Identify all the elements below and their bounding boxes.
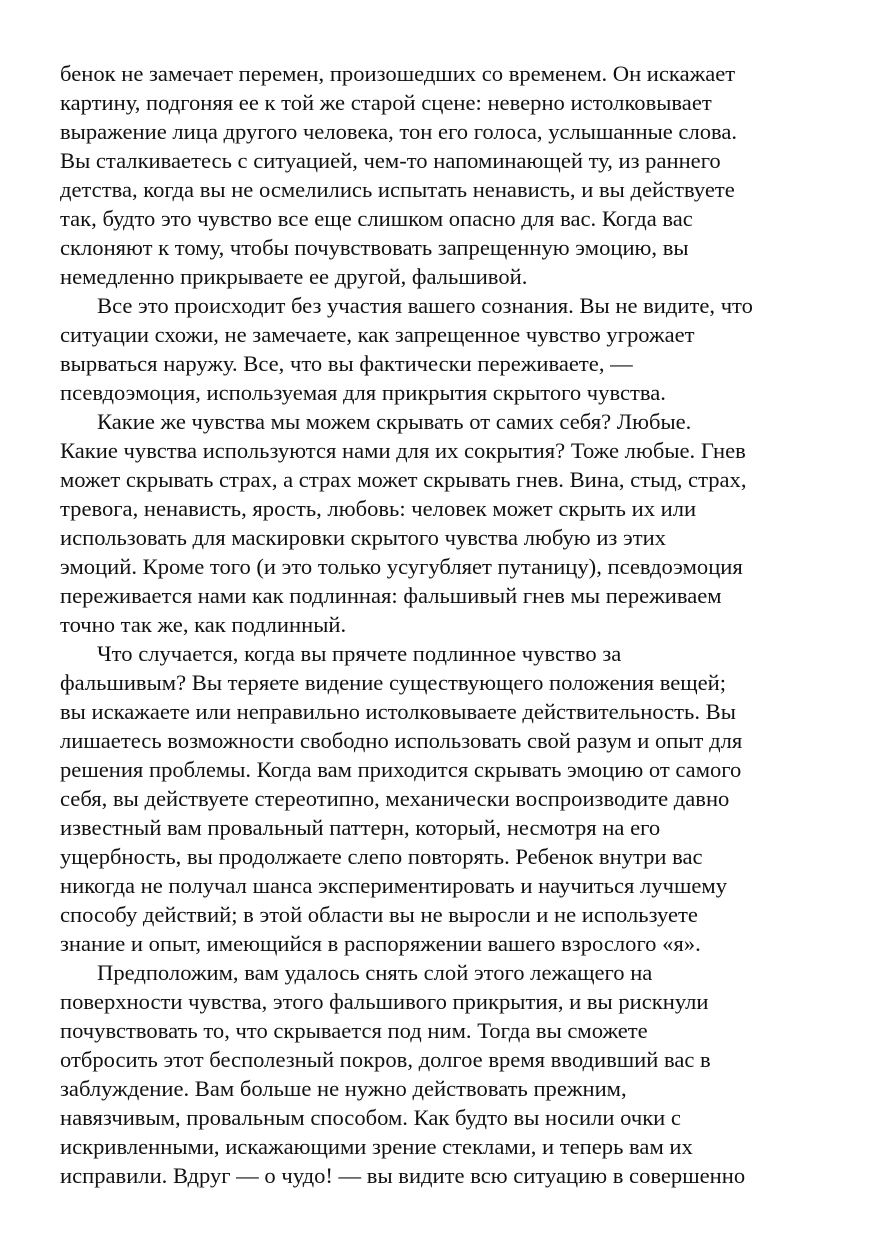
text-line: ситуации схожи, не замечаете, как запрещенное чувство угрожает xyxy=(60,322,695,347)
text-line: ущербность, вы продолжаете слепо повторять. Ребенок внутри вас xyxy=(60,844,703,869)
paragraph-first-line: Что случается, когда вы прячете подлинное чувство за xyxy=(97,641,622,666)
text-line: немедленно прикрываете ее другой, фальшивой. xyxy=(60,264,528,289)
text-line: Какие чувства используются нами для их сокрытия? Тоже любые. Гнев xyxy=(60,438,746,463)
text-line: навязчивым, провальным способом. Как будто вы носили очки с xyxy=(60,1105,681,1130)
text-line: заблуждение. Вам больше не нужно действовать прежним, xyxy=(60,1076,627,1101)
text-line: может скрывать страх, а страх может скрывать гнев. Вина, стыд, страх, xyxy=(60,467,747,492)
text-line: использовать для маскировки скрытого чувства любую из этих xyxy=(60,525,666,550)
text-line: так, будто это чувство все еще слишком опасно для вас. Когда вас xyxy=(60,206,693,231)
text-line: поверхности чувства, этого фальшивого прикрытия, и вы рискнули xyxy=(60,989,709,1014)
text-line: Вы сталкиваетесь с ситуацией, чем-то напоминающей ту, из раннего xyxy=(60,148,721,173)
text-line: точно так же, как подлинный. xyxy=(60,612,347,637)
paragraph-first-line: Предположим, вам удалось снять слой этого лежащего на xyxy=(97,960,653,985)
text-line: переживается нами как подлинная: фальшивый гнев мы переживаем xyxy=(60,583,722,608)
text-line: исправили. Вдруг — о чудо! — вы видите всю ситуацию в совершенно xyxy=(60,1163,746,1188)
text-line: склоняют к тому, чтобы почувствовать запрещенную эмоцию, вы xyxy=(60,235,689,260)
text-line: бенок не замечает перемен, произошедших со временем. Он искажает xyxy=(60,61,736,86)
text-line: себя, вы действуете стереотипно, механически воспроизводите давно xyxy=(60,786,730,811)
text-line: тревога, ненависть, ярость, любовь: человек может скрыть их или xyxy=(60,496,697,521)
text-line: вы искажаете или неправильно истолковываете действительность. Вы xyxy=(60,699,736,724)
text-line: псевдоэмоция, используемая для прикрытия скрытого чувства. xyxy=(60,380,666,405)
text-line: знание и опыт, имеющийся в распоряжении вашего взрослого «я». xyxy=(60,931,701,956)
text-line: лишаетесь возможности свободно использовать свой разум и опыт для xyxy=(60,728,743,753)
text-line: выражение лица другого человека, тон его голоса, услышанные слова. xyxy=(60,119,738,144)
text-line: никогда не получал шанса экспериментировать и научиться лучшему xyxy=(60,873,727,898)
text-line: решения проблемы. Когда вам приходится скрывать эмоцию от самого xyxy=(60,757,742,782)
text-line: фальшивым? Вы теряете видение существующего положения вещей; xyxy=(60,670,727,695)
text-line: картину, подгоняя ее к той же старой сцене: неверно истолковывает xyxy=(60,90,712,115)
text-line: искривленными, искажающими зрение стеклами, и теперь вам их xyxy=(60,1134,693,1159)
paragraph-first-line: Какие же чувства мы можем скрывать от самих себя? Любые. xyxy=(97,409,692,434)
text-line: способу действий; в этой области вы не выросли и не используете xyxy=(60,902,698,927)
text-line: вырваться наружу. Все, что вы фактически переживаете, — xyxy=(60,351,633,376)
paragraph-first-line: Все это происходит без участия вашего сознания. Вы не видите, что xyxy=(97,293,753,318)
text-line: отбросить этот бесполезный покров, долгое время вводивший вас в xyxy=(60,1047,711,1072)
text-line: эмоций. Кроме того (и это только усугубляет путаницу), псевдоэмоция xyxy=(60,554,743,579)
text-line: известный вам провальный паттерн, который, несмотря на его xyxy=(60,815,661,840)
text-line: детства, когда вы не осмелились испытать ненависть, и вы действуете xyxy=(60,177,735,202)
text-line: почувствовать то, что скрывается под ним. Тогда вы сможете xyxy=(60,1018,648,1043)
